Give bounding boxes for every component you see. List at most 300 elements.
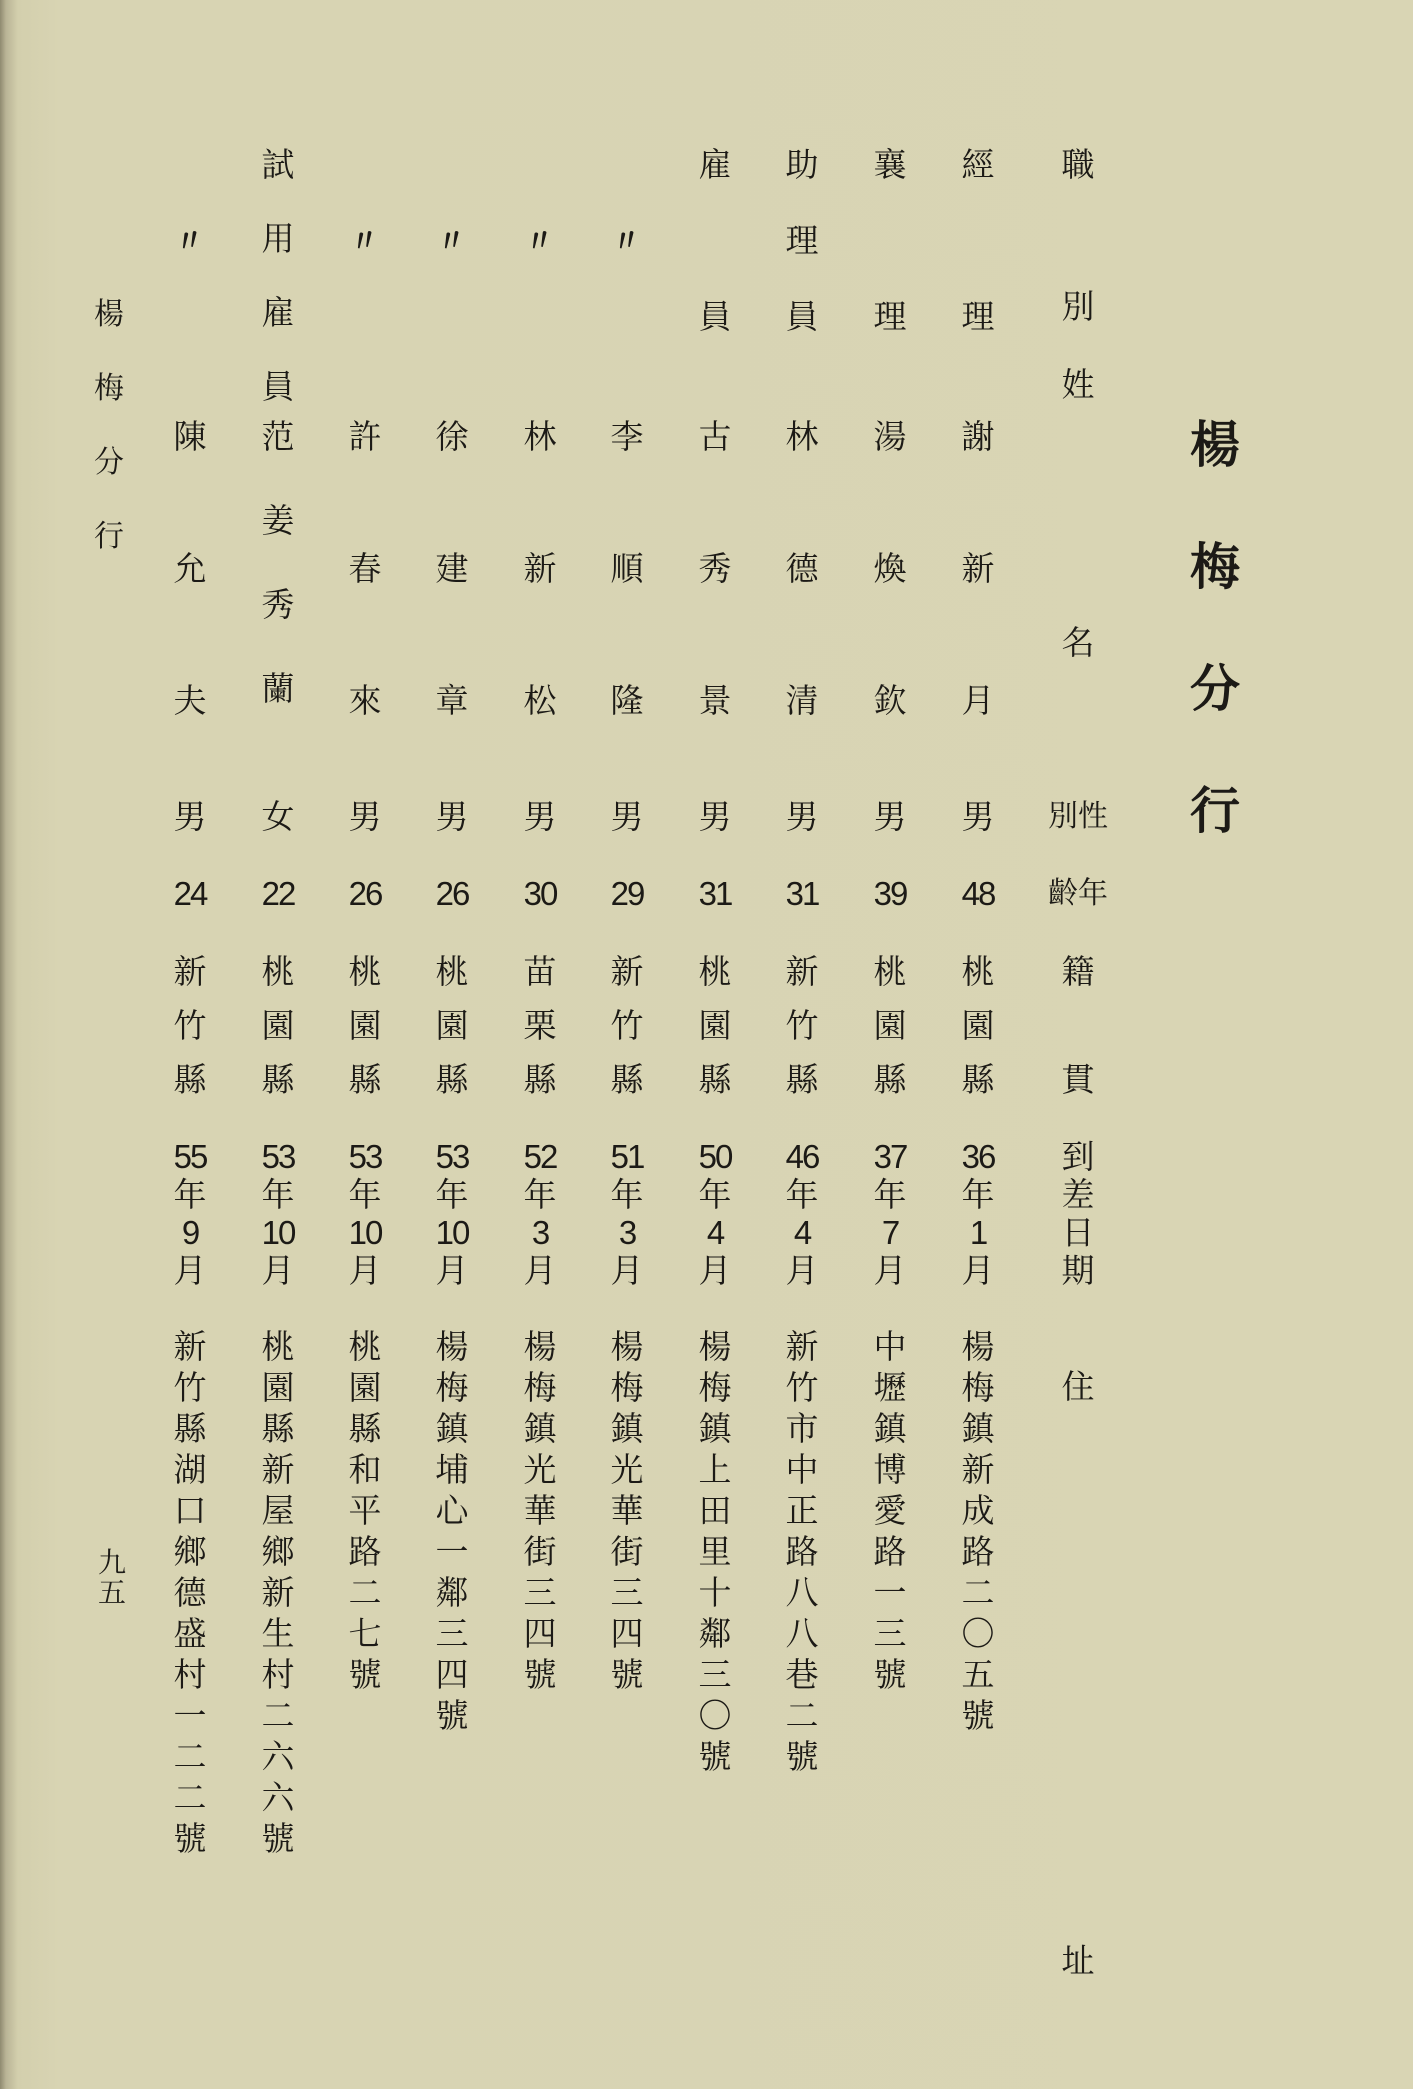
- address-char: 四: [435, 1655, 469, 1694]
- employee-name: [335, 417, 395, 720]
- date-number: 3: [618, 1214, 636, 1251]
- name-char: 春: [348, 549, 382, 588]
- employee-name: [422, 417, 482, 720]
- native-place: [248, 952, 308, 1099]
- job-title-char: 助: [785, 145, 819, 184]
- sex: [510, 797, 570, 836]
- job-title: [510, 221, 570, 262]
- running-head: [88, 297, 130, 596]
- address-char: 八: [785, 1573, 819, 1612]
- job-title-char: 試: [261, 145, 295, 184]
- address-char: 新: [961, 1450, 995, 1489]
- address-char: 〇: [961, 1614, 995, 1653]
- native-place: [422, 952, 482, 1099]
- origin-char: 縣: [873, 1060, 907, 1099]
- job-title-char: 理: [873, 297, 907, 336]
- origin-char: 園: [261, 1006, 295, 1045]
- age: [422, 877, 482, 911]
- date-number: 52: [523, 1138, 557, 1175]
- employee-column: [772, 0, 832, 2089]
- name-char: 德: [785, 549, 819, 588]
- employee-column: [948, 0, 1008, 2089]
- address: [422, 1328, 482, 1738]
- ditto-mark: 〃: [609, 221, 645, 262]
- address-char: 縣: [173, 1409, 207, 1448]
- name-char: 林: [523, 417, 557, 456]
- page-number-char: 九: [97, 1546, 126, 1579]
- employee-name: [160, 417, 220, 720]
- address-char: 鄉: [173, 1532, 207, 1571]
- header-column: [1048, 0, 1108, 2089]
- address-char: 巷: [785, 1655, 819, 1694]
- header-char: 別: [1061, 287, 1095, 326]
- origin-char: 苗: [523, 952, 557, 991]
- address-char: 心: [435, 1491, 469, 1530]
- job-title-char: 經: [961, 145, 995, 184]
- origin-char: 縣: [961, 1060, 995, 1099]
- address-char: 街: [523, 1532, 557, 1571]
- date-number: 4: [793, 1214, 811, 1251]
- header-char: 址: [1061, 1941, 1095, 1980]
- name-char: 夫: [173, 681, 207, 720]
- address-char: 中: [873, 1327, 907, 1366]
- date-number: 46: [785, 1138, 819, 1175]
- job-title-char: 雇: [261, 293, 295, 332]
- address-char: 正: [785, 1491, 819, 1530]
- employee-column: [248, 0, 308, 2089]
- age: [160, 877, 220, 911]
- job-title: [685, 145, 745, 336]
- running-head-char: 分: [94, 445, 124, 480]
- name-char: 秀: [698, 549, 732, 588]
- name-char: 新: [523, 549, 557, 588]
- origin-char: 園: [873, 1006, 907, 1045]
- header-char: 齡: [1048, 876, 1078, 911]
- age-value: 26: [435, 875, 469, 912]
- address-char: 桃: [261, 1327, 295, 1366]
- address-char: 路: [348, 1532, 382, 1571]
- sex: [597, 797, 657, 836]
- address-char: 華: [610, 1491, 644, 1530]
- job-title-char: 員: [261, 367, 295, 406]
- employee-name: [248, 417, 308, 708]
- date-number: 53: [435, 1138, 469, 1175]
- header-char: 名: [1061, 623, 1095, 662]
- job-title: [948, 145, 1008, 336]
- sex-value: 男: [435, 797, 469, 836]
- date-number: 53: [261, 1138, 295, 1175]
- running-head-char: 楊: [94, 297, 124, 332]
- date-number: 7: [881, 1214, 899, 1251]
- address-char: 村: [173, 1655, 207, 1694]
- date-unit: 月: [961, 1251, 995, 1290]
- address-char: 二: [961, 1573, 995, 1612]
- address-char: 三: [523, 1573, 557, 1612]
- name-char: 章: [435, 681, 469, 720]
- address-char: 號: [435, 1696, 469, 1735]
- name-char: 月: [961, 681, 995, 720]
- start-date: [772, 1138, 832, 1290]
- header-char: 籍: [1061, 952, 1095, 991]
- employee-column: [685, 0, 745, 2089]
- sex: [422, 797, 482, 836]
- address-char: 平: [348, 1491, 382, 1530]
- address-char: 鄉: [261, 1532, 295, 1571]
- date-unit: 年: [610, 1175, 644, 1214]
- address-char: 梅: [961, 1368, 995, 1407]
- name-char: 允: [173, 549, 207, 588]
- address-char: 三: [873, 1614, 907, 1653]
- address-char: 二: [173, 1778, 207, 1817]
- employee-column: [160, 0, 220, 2089]
- address: [248, 1328, 308, 1861]
- date-number: 1: [969, 1214, 987, 1251]
- name-char: 新: [961, 549, 995, 588]
- date-number: 10: [435, 1214, 469, 1251]
- sex-value: 男: [961, 797, 995, 836]
- employee-column: [510, 0, 570, 2089]
- native-place: [860, 952, 920, 1099]
- start-date: [248, 1138, 308, 1290]
- date-number: 9: [181, 1214, 199, 1251]
- address-char: 新: [785, 1327, 819, 1366]
- name-char: 來: [348, 681, 382, 720]
- name-char: 順: [610, 549, 644, 588]
- native-place: [335, 952, 395, 1099]
- job-title: [248, 145, 308, 406]
- address-char: 四: [523, 1614, 557, 1653]
- address-char: 竹: [785, 1368, 819, 1407]
- job-title: [160, 221, 220, 262]
- origin-char: 縣: [610, 1060, 644, 1099]
- date-number: 37: [873, 1138, 907, 1175]
- address-char: 五: [961, 1655, 995, 1694]
- date-unit: 月: [873, 1251, 907, 1290]
- date-unit: 年: [261, 1175, 295, 1214]
- sex: [685, 797, 745, 836]
- age-value: 31: [698, 875, 732, 912]
- age-value: 24: [173, 875, 207, 912]
- date-number: 4: [706, 1214, 724, 1251]
- name-char: 林: [785, 417, 819, 456]
- header-char: 別: [1048, 799, 1078, 834]
- address-char: 園: [348, 1368, 382, 1407]
- job-title: [772, 145, 832, 336]
- sex-value: 男: [523, 797, 557, 836]
- address-char: 街: [610, 1532, 644, 1571]
- header-char: 性: [1078, 799, 1108, 834]
- running-head-char: 行: [94, 519, 124, 554]
- age-value: 22: [261, 875, 295, 912]
- origin-char: 園: [435, 1006, 469, 1045]
- name-char: 煥: [873, 549, 907, 588]
- address: [160, 1328, 220, 1861]
- date-unit: 月: [435, 1251, 469, 1290]
- address-char: 桃: [348, 1327, 382, 1366]
- date-unit: 月: [610, 1251, 644, 1290]
- date-unit: 月: [523, 1251, 557, 1290]
- employee-name: [685, 417, 745, 720]
- name-char: 欽: [873, 681, 907, 720]
- date-unit: 年: [173, 1175, 207, 1214]
- address-char: 楊: [523, 1327, 557, 1366]
- date-number: 55: [173, 1138, 207, 1175]
- header-char: 住: [1061, 1367, 1095, 1406]
- sex: [160, 797, 220, 836]
- name-char: 謝: [961, 417, 995, 456]
- name-char: 范: [261, 417, 295, 456]
- address-char: 梅: [610, 1368, 644, 1407]
- address-char: 鎮: [698, 1409, 732, 1448]
- date-number: 51: [610, 1138, 644, 1175]
- header-char: 到: [1061, 1137, 1095, 1176]
- header-origin: [1048, 952, 1108, 1099]
- sex-value: 女: [261, 797, 295, 836]
- address-char: 新: [173, 1327, 207, 1366]
- address-char: 二: [173, 1737, 207, 1776]
- name-char: 古: [698, 417, 732, 456]
- date-unit: 年: [698, 1175, 732, 1214]
- date-unit: 年: [873, 1175, 907, 1214]
- native-place: [160, 952, 220, 1099]
- address-char: 埔: [435, 1450, 469, 1489]
- start-date: [685, 1138, 745, 1290]
- origin-char: 桃: [435, 952, 469, 991]
- name-char: 湯: [873, 417, 907, 456]
- sex-value: 男: [173, 797, 207, 836]
- address-char: 號: [698, 1737, 732, 1776]
- sex-value: 男: [698, 797, 732, 836]
- address-char: 華: [523, 1491, 557, 1530]
- address-char: 縣: [261, 1409, 295, 1448]
- employee-name: [772, 417, 832, 720]
- date-unit: 年: [785, 1175, 819, 1214]
- date-unit: 年: [348, 1175, 382, 1214]
- page-number-char: 五: [97, 1576, 126, 1609]
- address-char: 縣: [348, 1409, 382, 1448]
- name-char: 陳: [173, 417, 207, 456]
- address-char: 新: [261, 1573, 295, 1612]
- address: [772, 1328, 832, 1779]
- origin-char: 竹: [785, 1006, 819, 1045]
- address-char: 光: [523, 1450, 557, 1489]
- origin-char: 新: [785, 952, 819, 991]
- page-number: [92, 1548, 132, 1608]
- address-char: 盛: [173, 1614, 207, 1653]
- address-char: 壢: [873, 1368, 907, 1407]
- start-date: [597, 1138, 657, 1290]
- origin-char: 竹: [173, 1006, 207, 1045]
- address-char: 八: [785, 1614, 819, 1653]
- employee-name: [510, 417, 570, 720]
- age-value: 26: [348, 875, 382, 912]
- employee-column: [597, 0, 657, 2089]
- date-unit: 月: [698, 1251, 732, 1290]
- job-title-char: 雇: [698, 145, 732, 184]
- address-char: 七: [348, 1614, 382, 1653]
- origin-char: 竹: [610, 1006, 644, 1045]
- origin-char: 桃: [873, 952, 907, 991]
- address-char: 鎮: [435, 1409, 469, 1448]
- start-date: [948, 1138, 1008, 1290]
- ditto-mark: 〃: [522, 221, 558, 262]
- address: [685, 1328, 745, 1779]
- job-title-char: 理: [785, 221, 819, 260]
- ditto-mark: 〃: [172, 221, 208, 262]
- address-char: 生: [261, 1614, 295, 1653]
- address-char: 號: [961, 1696, 995, 1735]
- date-number: 10: [348, 1214, 382, 1251]
- address-char: 楊: [961, 1327, 995, 1366]
- address-char: 屋: [261, 1491, 295, 1530]
- age-value: 48: [961, 875, 995, 912]
- header-age: [1048, 877, 1108, 911]
- age: [248, 877, 308, 911]
- sex: [860, 797, 920, 836]
- ditto-mark: 〃: [347, 221, 383, 262]
- address-char: 路: [961, 1532, 995, 1571]
- address-char: 竹: [173, 1368, 207, 1407]
- header-char: 差: [1061, 1175, 1095, 1214]
- address-char: 號: [610, 1655, 644, 1694]
- sex-value: 男: [785, 797, 819, 836]
- address-char: 成: [961, 1491, 995, 1530]
- origin-char: 縣: [698, 1060, 732, 1099]
- header-address: [1048, 1328, 1108, 1978]
- job-title: [597, 221, 657, 262]
- name-char: 清: [785, 681, 819, 720]
- origin-char: 縣: [348, 1060, 382, 1099]
- address-char: 楊: [610, 1327, 644, 1366]
- address-char: 三: [698, 1655, 732, 1694]
- job-title: [335, 221, 395, 262]
- employee-name: [948, 417, 1008, 720]
- origin-char: 桃: [698, 952, 732, 991]
- date-number: 50: [698, 1138, 732, 1175]
- title-char: 楊: [1190, 415, 1240, 474]
- date-unit: 年: [435, 1175, 469, 1214]
- native-place: [597, 952, 657, 1099]
- name-char: 秀: [261, 585, 295, 624]
- origin-char: 園: [698, 1006, 732, 1045]
- date-unit: 月: [348, 1251, 382, 1290]
- address-char: 梅: [523, 1368, 557, 1407]
- page-title: [1175, 415, 1255, 908]
- address-char: 園: [261, 1368, 295, 1407]
- address-char: 六: [261, 1778, 295, 1817]
- sex-value: 男: [348, 797, 382, 836]
- header-char: 貫: [1061, 1060, 1095, 1099]
- address: [597, 1328, 657, 1697]
- address-char: 一: [873, 1573, 907, 1612]
- title-char: 行: [1190, 781, 1240, 840]
- origin-char: 園: [961, 1006, 995, 1045]
- address-char: 鎮: [523, 1409, 557, 1448]
- date-unit: 月: [261, 1251, 295, 1290]
- native-place: [948, 952, 1008, 1099]
- address: [335, 1328, 395, 1697]
- header-char: 期: [1061, 1251, 1095, 1290]
- address-char: 光: [610, 1450, 644, 1489]
- header-char: 姓: [1061, 365, 1095, 404]
- header-char: 年: [1078, 876, 1108, 911]
- job-title: [422, 221, 482, 262]
- header-char: 職: [1061, 145, 1095, 184]
- job-title-char: 用: [261, 219, 295, 258]
- address-char: 上: [698, 1450, 732, 1489]
- native-place: [772, 952, 832, 1099]
- address-char: 號: [261, 1819, 295, 1858]
- origin-char: 新: [610, 952, 644, 991]
- start-date: [422, 1138, 482, 1290]
- address: [948, 1328, 1008, 1738]
- origin-char: 桃: [961, 952, 995, 991]
- name-char: 徐: [435, 417, 469, 456]
- native-place: [510, 952, 570, 1099]
- origin-char: 縣: [785, 1060, 819, 1099]
- age: [597, 877, 657, 911]
- name-char: 隆: [610, 681, 644, 720]
- sex: [772, 797, 832, 836]
- sex-value: 男: [873, 797, 907, 836]
- address-char: 愛: [873, 1491, 907, 1530]
- employee-column: [422, 0, 482, 2089]
- address-char: 和: [348, 1450, 382, 1489]
- name-char: 許: [348, 417, 382, 456]
- job-title: [860, 145, 920, 336]
- origin-char: 園: [348, 1006, 382, 1045]
- age: [948, 877, 1008, 911]
- address-char: 一: [173, 1696, 207, 1735]
- address-char: 湖: [173, 1450, 207, 1489]
- address-char: 號: [348, 1655, 382, 1694]
- age: [860, 877, 920, 911]
- running-head-char: 梅: [94, 371, 124, 406]
- address-char: 梅: [698, 1368, 732, 1407]
- sex: [335, 797, 395, 836]
- name-char: 建: [435, 549, 469, 588]
- date-unit: 月: [173, 1251, 207, 1290]
- address-char: 號: [785, 1737, 819, 1776]
- title-char: 梅: [1190, 537, 1240, 596]
- date-number: 53: [348, 1138, 382, 1175]
- name-char: 景: [698, 681, 732, 720]
- date-unit: 年: [523, 1175, 557, 1214]
- native-place: [685, 952, 745, 1099]
- origin-char: 縣: [173, 1060, 207, 1099]
- age: [335, 877, 395, 911]
- address: [510, 1328, 570, 1697]
- address-char: 六: [261, 1737, 295, 1776]
- date-unit: 年: [961, 1175, 995, 1214]
- start-date: [160, 1138, 220, 1290]
- address-char: 博: [873, 1450, 907, 1489]
- address-char: 二: [785, 1696, 819, 1735]
- address-char: 中: [785, 1450, 819, 1489]
- age-value: 39: [873, 875, 907, 912]
- start-date: [335, 1138, 395, 1290]
- address-char: 〇: [698, 1696, 732, 1735]
- job-title-char: 員: [698, 297, 732, 336]
- job-title-char: 員: [785, 297, 819, 336]
- address-char: 十: [698, 1573, 732, 1612]
- sex-value: 男: [610, 797, 644, 836]
- address-char: 田: [698, 1491, 732, 1530]
- sex: [948, 797, 1008, 836]
- age-value: 29: [610, 875, 644, 912]
- date-number: 3: [531, 1214, 549, 1251]
- address-char: 號: [173, 1819, 207, 1858]
